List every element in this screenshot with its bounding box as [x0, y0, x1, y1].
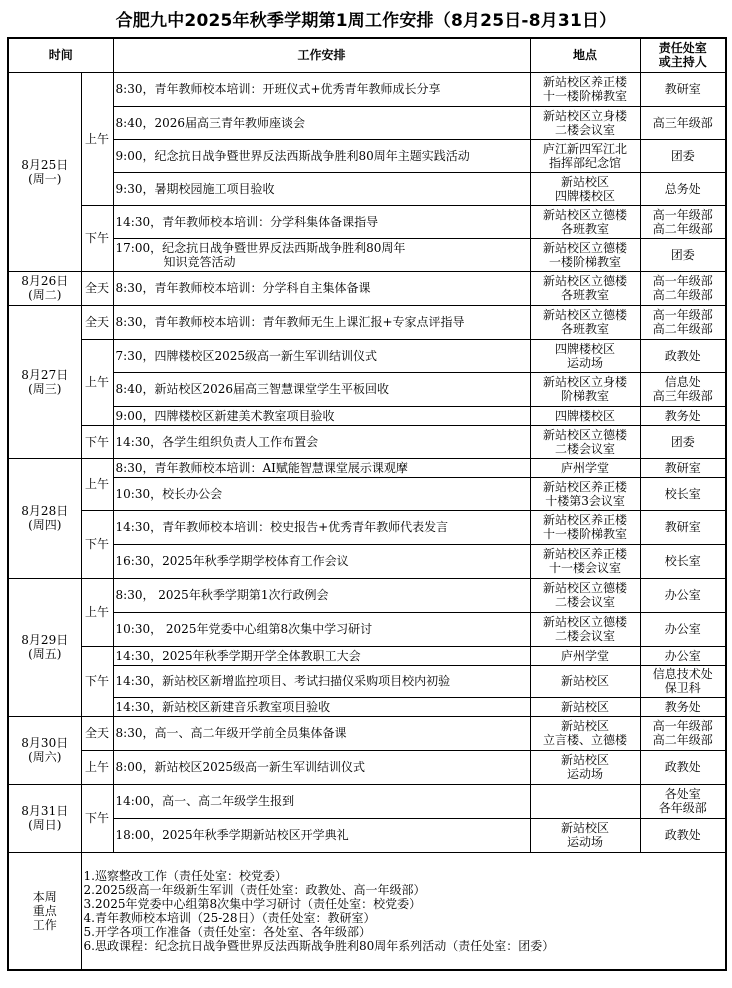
task-line: 16:30，2025年秋季学期学校体育工作会议 [115, 554, 349, 568]
place-line: 十一楼会议室 [549, 561, 622, 575]
place-cell [530, 578, 640, 612]
table-row [8, 716, 726, 750]
place-line: 二楼会议室 [555, 595, 616, 609]
weekly-label-line: 工作 [32, 917, 57, 932]
task-line: 8:30，青年教师校本培训：开班仪式+优秀青年教师成长分享 [115, 82, 441, 96]
task-line: 8:30，青年教师校本培训：青年教师无生上课汇报+专家点评指导 [115, 315, 465, 329]
place-line: 二楼会议室 [555, 441, 616, 456]
period-cell: 上午 [81, 750, 113, 784]
table-row [8, 544, 726, 578]
task-line: 7:30，四牌楼校区2025级高一新生军训结训仪式 [115, 348, 378, 363]
task-cell [113, 458, 530, 477]
owner-cell [640, 425, 726, 458]
task-line: 14:30，青年教师校本培训：校史报告+优秀青年教师代表发言 [115, 520, 449, 534]
task-cell [113, 665, 530, 697]
date-label: 8月25日 [21, 157, 69, 172]
place-line: 新站校区立德楼 [543, 240, 628, 255]
date-label: 8月31日 [21, 804, 69, 818]
owner-cell [640, 818, 726, 852]
place-cell [530, 139, 640, 172]
place-line: 新站校区立德楼 [543, 274, 628, 288]
weekday-label: (周一) [28, 171, 62, 186]
owner-line: 各处室 [664, 787, 701, 801]
task-cell [113, 271, 530, 305]
task-cell [113, 697, 530, 716]
owner-cell [640, 697, 726, 716]
place-cell [530, 477, 640, 510]
owner-line: 总务处 [664, 181, 701, 196]
task-line: 9:00，四牌楼校区新建美术教室项目验收 [115, 408, 335, 423]
owner-cell [640, 372, 726, 406]
task-line: 14:30，2025年秋季学期开学全体教职工大会 [115, 648, 361, 663]
period-cell: 上午 [81, 458, 113, 510]
owner-cell [640, 406, 726, 425]
place-cell [530, 510, 640, 544]
owner-line: 高二年级部 [652, 221, 713, 236]
task-cell [113, 544, 530, 578]
weekly-item: 3.2025年党委中心组第8次集中学习研讨（责任处室：校党委） [83, 896, 422, 911]
table-row [8, 578, 726, 612]
owner-cell [640, 139, 726, 172]
weekday-label: (周五) [28, 647, 62, 661]
owner-cell [640, 750, 726, 784]
weekly-label-line: 本周 [32, 889, 57, 904]
task-line: 知识竞答活动 [163, 254, 236, 269]
task-line: 17:00，纪念抗日战争暨世界反法西斯战争胜利80周年 [115, 240, 406, 255]
weekly-item: 6.思政课程：纪念抗日战争暨世界反法西斯战争胜利80周年系列活动（责任处室：团委） [83, 938, 555, 953]
place-line: 运动场 [567, 767, 604, 781]
table-row [8, 458, 726, 477]
place-line: 阶梯教室 [561, 389, 610, 403]
task-line: 8:30， 2025年秋季学期第1次行政例会 [115, 588, 329, 602]
task-line: 8:00，新站校区2025级高一新生军训结训仪式 [115, 760, 366, 774]
place-line: 新站校区立德楼 [543, 581, 628, 595]
weekday-label: (周六) [28, 750, 62, 764]
owner-cell [640, 238, 726, 271]
place-cell [530, 646, 640, 665]
owner-cell [640, 578, 726, 612]
place-line: 各班教室 [561, 322, 610, 336]
task-line: 14:30，各学生组织负责人工作布置会 [115, 434, 319, 449]
place-cell [530, 305, 640, 339]
owner-line: 高一年级部 [652, 274, 713, 288]
table-row [8, 106, 726, 139]
table-row [8, 425, 726, 458]
owner-cell [640, 646, 726, 665]
task-line: 14:00，高一、高二年级学生报到 [115, 794, 295, 808]
table-row [8, 339, 726, 372]
weekly-item: 1.巡察整改工作（责任处室：校党委） [83, 868, 287, 883]
place-cell [530, 544, 640, 578]
date-cell [8, 271, 81, 305]
period-cell: 全天 [81, 305, 113, 339]
place-line: 二楼会议室 [555, 122, 616, 137]
place-line: 指挥部纪念馆 [549, 155, 622, 170]
table-row [8, 697, 726, 716]
owner-line: 信息技术处 [652, 667, 713, 681]
date-cell [8, 784, 81, 852]
weekly-item: 4.青年教师校本培训（25-28日）（责任处室：教研室） [83, 910, 376, 925]
task-line: 14:30，青年教师校本培训：分学科集体备课指导 [115, 214, 379, 229]
owner-cell [640, 339, 726, 372]
place-cell [530, 425, 640, 458]
owner-line: 高一年级部 [652, 308, 713, 322]
place-line: 新站校区养正楼 [543, 547, 628, 561]
owner-cell [640, 271, 726, 305]
header-owner-line: 或主持人 [658, 55, 707, 70]
page-title: 合肥九中2025年秋季学期第1周工作安排（8月25日-8月31日） [115, 11, 617, 31]
table-row [8, 305, 726, 339]
owner-line: 团委 [670, 247, 695, 262]
place-cell [530, 406, 640, 425]
header-row [8, 38, 726, 72]
place-line: 新站校区 [561, 674, 610, 688]
owner-line: 教务处 [664, 699, 701, 714]
owner-cell [640, 665, 726, 697]
period-cell: 上午 [81, 578, 113, 646]
header-owner-line: 责任处室 [658, 41, 707, 56]
task-cell [113, 646, 530, 665]
owner-cell [640, 612, 726, 646]
owner-cell [640, 510, 726, 544]
owner-line: 校长室 [664, 486, 701, 501]
task-line: 8:30，高一、高二年级开学前全员集体备课 [115, 726, 347, 740]
schedule-table [7, 37, 727, 971]
place-line: 新站校区养正楼 [543, 479, 628, 494]
date-cell [8, 305, 81, 458]
task-cell [113, 238, 530, 271]
weekday-label: (周日) [28, 818, 62, 832]
place-line: 新站校区立德楼 [543, 308, 628, 322]
place-line: 一楼阶梯教室 [549, 254, 622, 269]
task-line: 9:30，暑期校园施工项目验收 [115, 181, 275, 196]
task-line: 8:40，新站校区2026届高三智慧课堂学生平板回收 [115, 382, 390, 396]
place-cell [530, 72, 640, 106]
period-cell: 全天 [81, 271, 113, 305]
table-row [8, 477, 726, 510]
owner-line: 校长室 [664, 554, 701, 568]
place-cell [530, 784, 640, 818]
owner-cell [640, 172, 726, 205]
task-cell [113, 477, 530, 510]
owner-line: 政教处 [664, 348, 701, 363]
place-line: 各班教室 [561, 221, 610, 236]
place-line: 四牌楼校区 [555, 408, 616, 423]
date-label: 8月28日 [21, 504, 69, 518]
place-line: 新站校区立身楼 [543, 375, 628, 389]
place-cell [530, 458, 640, 477]
period-cell: 下午 [81, 646, 113, 716]
owner-line: 各年级部 [658, 801, 707, 815]
place-line: 二楼会议室 [555, 629, 616, 643]
task-cell [113, 510, 530, 544]
place-line: 新站校区养正楼 [543, 513, 628, 527]
place-cell [530, 271, 640, 305]
place-cell [530, 238, 640, 271]
owner-cell [640, 305, 726, 339]
place-line: 立言楼、立德楼 [543, 733, 628, 747]
owner-line: 政教处 [664, 760, 701, 774]
owner-cell [640, 72, 726, 106]
task-cell [113, 425, 530, 458]
place-line: 新站校区 [561, 821, 610, 835]
table-row [8, 818, 726, 852]
task-cell [113, 578, 530, 612]
owner-line: 办公室 [664, 622, 701, 636]
place-cell [530, 697, 640, 716]
header-owner [640, 38, 726, 72]
table-row [8, 139, 726, 172]
table-row [8, 238, 726, 271]
table-row [8, 172, 726, 205]
place-line: 庐州学堂 [561, 648, 610, 663]
table-row [8, 612, 726, 646]
date-cell [8, 578, 81, 716]
place-line: 新站校区 [561, 699, 610, 714]
weekly-label-line: 重点 [32, 903, 57, 918]
header-time: 时间 [8, 38, 113, 72]
header-place: 地点 [530, 38, 640, 72]
task-line: 9:00，纪念抗日战争暨世界反法西斯战争胜利80周年主题实践活动 [115, 148, 470, 163]
owner-line: 办公室 [664, 648, 701, 663]
place-line: 新站校区 [561, 753, 610, 767]
owner-line: 高二年级部 [652, 322, 713, 336]
table-row [8, 665, 726, 697]
owner-cell [640, 477, 726, 510]
task-line: 8:40，2026届高三青年教师座谈会 [115, 115, 306, 130]
table-row [8, 646, 726, 665]
table-row [8, 784, 726, 818]
place-cell [530, 750, 640, 784]
place-cell [530, 172, 640, 205]
weekday-label: (周二) [28, 288, 62, 302]
table-row [8, 510, 726, 544]
place-line: 新站校区立身楼 [543, 108, 628, 123]
place-cell [530, 106, 640, 139]
owner-line: 教务处 [664, 408, 701, 423]
task-cell [113, 106, 530, 139]
place-line: 新站校区立德楼 [543, 615, 628, 629]
task-cell [113, 818, 530, 852]
place-line: 庐州学堂 [561, 460, 610, 475]
owner-cell [640, 784, 726, 818]
place-line: 四牌楼校区 [555, 188, 616, 203]
period-cell: 下午 [81, 510, 113, 578]
owner-cell [640, 716, 726, 750]
owner-cell [640, 106, 726, 139]
weekday-label: (周三) [28, 381, 62, 396]
place-line: 运动场 [567, 355, 604, 370]
owner-cell [640, 205, 726, 238]
owner-line: 高一年级部 [652, 719, 713, 733]
task-line: 10:30，校长办公会 [115, 486, 223, 501]
owner-line: 高一年级部 [652, 207, 713, 222]
owner-line: 团委 [670, 434, 695, 449]
period-cell: 下午 [81, 784, 113, 852]
owner-line: 团委 [670, 148, 695, 163]
place-cell [530, 205, 640, 238]
weekly-label-cell [8, 852, 81, 970]
owner-line: 高二年级部 [652, 733, 713, 747]
owner-line: 保卫科 [664, 681, 701, 695]
place-line: 十楼第3会议室 [545, 493, 625, 508]
place-line: 新站校区 [561, 174, 610, 189]
weekly-item: 5.开学各项工作准备（责任处室：各处室、各年级部） [83, 924, 371, 939]
task-cell [113, 784, 530, 818]
date-label: 8月30日 [21, 736, 69, 750]
date-label: 8月26日 [21, 274, 69, 288]
place-cell [530, 612, 640, 646]
task-cell [113, 72, 530, 106]
task-cell [113, 612, 530, 646]
period-cell: 下午 [81, 205, 113, 271]
weekly-items-cell [81, 852, 726, 970]
task-cell [113, 305, 530, 339]
table-row [8, 271, 726, 305]
owner-line: 教研室 [664, 460, 701, 475]
place-cell [530, 372, 640, 406]
place-line: 新站校区立德楼 [543, 207, 628, 222]
owner-line: 办公室 [664, 588, 701, 602]
date-label: 8月29日 [21, 633, 69, 647]
weekly-key-work-row [8, 852, 726, 970]
task-cell [113, 716, 530, 750]
owner-line: 高三年级部 [652, 389, 713, 403]
owner-cell [640, 544, 726, 578]
place-cell [530, 339, 640, 372]
place-line: 新站校区立德楼 [543, 427, 628, 442]
task-cell [113, 205, 530, 238]
task-line: 14:30，新站校区新建音乐教室项目验收 [115, 699, 331, 714]
task-cell [113, 750, 530, 784]
task-cell [113, 139, 530, 172]
place-line: 十一楼阶梯教室 [543, 527, 628, 541]
table-row [8, 72, 726, 106]
table-row [8, 406, 726, 425]
period-cell: 上午 [81, 72, 113, 205]
task-cell [113, 172, 530, 205]
date-cell [8, 72, 81, 271]
table-row [8, 205, 726, 238]
task-cell [113, 372, 530, 406]
task-line: 8:30，青年教师校本培训：AI赋能智慧课堂展示课观摩 [115, 460, 408, 475]
place-line: 各班教室 [561, 288, 610, 302]
period-cell: 上午 [81, 339, 113, 425]
place-line: 新站校区 [561, 719, 610, 733]
task-line: 14:30，新站校区新增监控项目、考试扫描仪采购项目校内初验 [115, 674, 451, 688]
place-line: 运动场 [567, 835, 604, 849]
table-row [8, 372, 726, 406]
weekly-item: 2.2025级高一年级新生军训（责任处室：政教处、高一年级部） [83, 882, 426, 897]
header-task: 工作安排 [113, 38, 530, 72]
weekday-label: (周四) [28, 518, 62, 532]
date-cell [8, 458, 81, 578]
place-line: 新站校区养正楼 [543, 75, 628, 89]
owner-line: 信息处 [664, 375, 701, 389]
period-cell: 下午 [81, 425, 113, 458]
place-line: 十一楼阶梯教室 [543, 89, 628, 103]
task-line: 8:30，青年教师校本培训：分学科自主集体备课 [115, 281, 371, 295]
place-line: 庐江新四军江北 [543, 141, 628, 156]
owner-cell [640, 458, 726, 477]
owner-line: 教研室 [664, 520, 701, 534]
place-cell [530, 716, 640, 750]
owner-line: 政教处 [664, 828, 701, 842]
date-label: 8月27日 [21, 367, 69, 382]
owner-line: 高三年级部 [652, 115, 713, 130]
place-cell [530, 818, 640, 852]
task-cell [113, 406, 530, 425]
place-cell [530, 665, 640, 697]
task-line: 18:00，2025年秋季学期新站校区开学典礼 [115, 828, 349, 842]
task-line: 10:30， 2025年党委中心组第8次集中学习研讨 [115, 622, 373, 636]
date-cell [8, 716, 81, 784]
owner-line: 教研室 [664, 82, 701, 96]
place-line: 四牌楼校区 [555, 341, 616, 356]
period-cell: 全天 [81, 716, 113, 750]
task-cell [113, 339, 530, 372]
table-row [8, 750, 726, 784]
owner-line: 高二年级部 [652, 288, 713, 302]
